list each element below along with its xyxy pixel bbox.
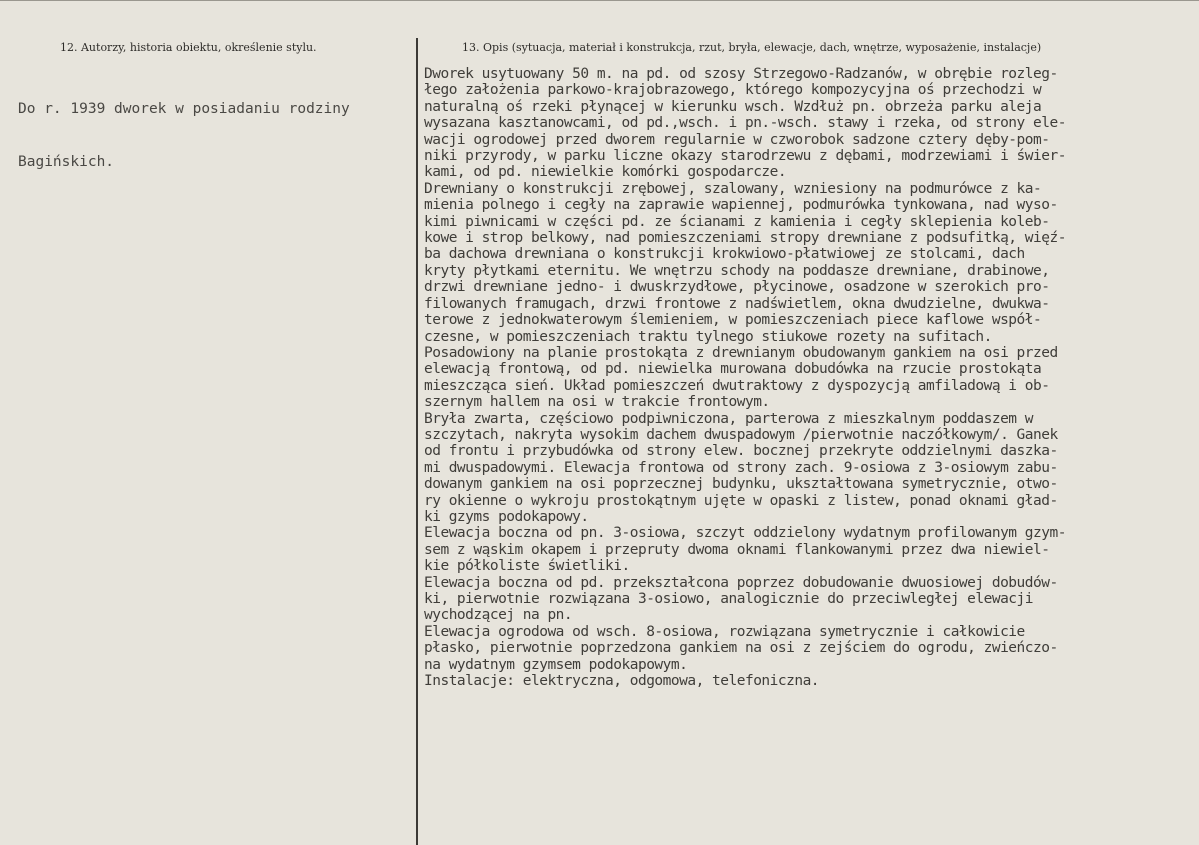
description-line: wysazana kasztanowcami, od pd.,wsch. i pn.-wsch. stawy i rzeka, od strony ele-	[424, 115, 1066, 132]
description-line: ry okienne o wykroju prostokątnym ujęte w opaski z listew, ponad oknami gład-	[424, 492, 1058, 509]
description-line: elewacją frontową, od pd. niewielka murowana dobudówka na rzucie prostokąta	[424, 361, 1042, 378]
description-line: czesne, w pomieszczeniach traktu tylnego stiukowe rozety na sufitach.	[424, 328, 992, 345]
description-line: kami, od pd. niewielkie komórki gospodarcze.	[424, 164, 787, 181]
description-line: na wydatnym gzymsem podokapowym.	[424, 656, 688, 673]
description-line: ki gzyms podokapowy.	[424, 508, 589, 525]
description-line: mienia polnego i cegły na zaprawie wapiennej, podmurówka tynkowana, nad wyso-	[424, 197, 1058, 214]
description-line: szczytach, nakryta wysokim dachem dwuspadowym /pierwotnie naczółkowym/. Ganek	[424, 426, 1058, 443]
description-line: ki, pierwotnie rozwiązana 3-osiowo, analogicznie do przeciwległej elewacji	[424, 591, 1034, 607]
description-line: Elewacja boczna od pn. 3-osiowa, szczyt oddzielony wydatnym profilowanym gzym-	[424, 525, 1066, 542]
description-line: dowanym gankiem na osi poprzecznej budynku, ukształtowana symetrycznie, otwo-	[424, 476, 1058, 493]
description-text	[424, 66, 1196, 689]
description-line: od frontu i przybudówka od strony elew. bocznej przekryte oddzielnymi daszka-	[424, 443, 1058, 460]
description-line: wychodzącej na pn.	[424, 607, 573, 624]
description-line: Drewniany o konstrukcji zrębowej, szalowany, wzniesiony na podmurówce z ka-	[424, 180, 1042, 197]
description-line: kie półkoliste świetliki.	[424, 558, 630, 575]
description-line: Posadowiony na planie prostokąta z drewnianym obudowanym gankiem na osi przed	[424, 344, 1058, 361]
description-line: ba dachowa drewniana o konstrukcji krokwiowo-płatwiowej ze stolcami, dach	[424, 246, 1025, 263]
description-line: Dworek usytuowany 50 m. na pd. od szosy Strzegowo-Radzanów, w obrębie rozleg-	[424, 66, 1058, 82]
right-column-header: 13. Opis (sytuacja, materiał i konstrukcja, rzut, bryła, elewacje, dach, wnętrze, wyposażenie, instalacje)	[462, 41, 1042, 54]
column-divider	[416, 38, 418, 845]
description-line: kowe i strop belkowy, nad pomieszczeniami stropy drewniane z podsufitką, więź-	[424, 230, 1066, 247]
description-line: kryty płytkami eternitu. We wnętrzu schody na poddasze drewniane, drabinowe,	[424, 262, 1050, 279]
description-line: łego założenia parkowo-krajobrazowego, którego kompozycyjna oś przechodzi w	[424, 82, 1042, 99]
description-line: mieszcząca sień. Układ pomieszczeń dwutraktowy z dyspozycją amfiladową i ob-	[424, 377, 1050, 394]
description-line: niki przyrody, w parku liczne okazy starodrzewu z dębami, modrzewiami i świer-	[424, 148, 1066, 165]
description-line: płasko, pierwotnie poprzedzona gankiem na osi z zejściem do ogrodu, zwieńczo-	[424, 640, 1058, 657]
description-line: szernym hallem na osi w trakcie frontowym.	[424, 394, 770, 411]
description-line: filowanych framugach, drzwi frontowe z nadświetlem, okna dwudzielne, dwukwa-	[424, 295, 1050, 312]
description-line: mi dwuspadowymi. Elewacja frontowa od strony zach. 9-osiowa z 3-osiowym zabu-	[424, 459, 1058, 476]
left-column-header: 12. Autorzy, historia obiektu, określenie stylu.	[60, 41, 317, 54]
description-line: Elewacja boczna od pd. przekształcona poprzez dobudowanie dwuosiowej dobudów-	[424, 574, 1058, 591]
description-line: kimi piwnicami w części pd. ze ścianami z kamienia i cegły sklepienia koleb-	[424, 213, 1050, 230]
history-text	[18, 66, 408, 206]
description-line: drzwi drewniane jedno- i dwuskrzydłowe, płycinowe, osadzone w szerokich pro-	[424, 279, 1050, 296]
description-line: Bryła zwarta, częściowo podpiwniczona, parterowa z mieszkalnym poddaszem w	[424, 410, 1034, 427]
description-line: wacji ogrodowej przed dworem regularnie w czworobok sadzone cztery dęby-pom-	[424, 131, 1050, 148]
description-line: terowe z jednokwaterowym ślemieniem, w pomieszczeniach piece kaflowe współ-	[424, 312, 1042, 329]
description-line: sem z wąskim okapem i przepruty dwoma oknami flankowanymi przez dwa niewiel-	[424, 541, 1050, 558]
description-line: Instalacje: elektryczna, odgomowa, telefoniczna.	[424, 673, 820, 690]
history-line: Do r. 1939 dworek w posiadaniu rodziny	[18, 101, 350, 117]
description-line: Elewacja ogrodowa od wsch. 8-osiowa, rozwiązana symetrycznie i całkowicie	[424, 623, 1025, 640]
top-rule	[0, 0, 1199, 1]
history-line: Bagińskich.	[18, 153, 115, 170]
description-line: naturalną oś rzeki płynącej w kierunku wsch. Wzdłuż pn. obrzeża parku aleja	[424, 98, 1042, 115]
